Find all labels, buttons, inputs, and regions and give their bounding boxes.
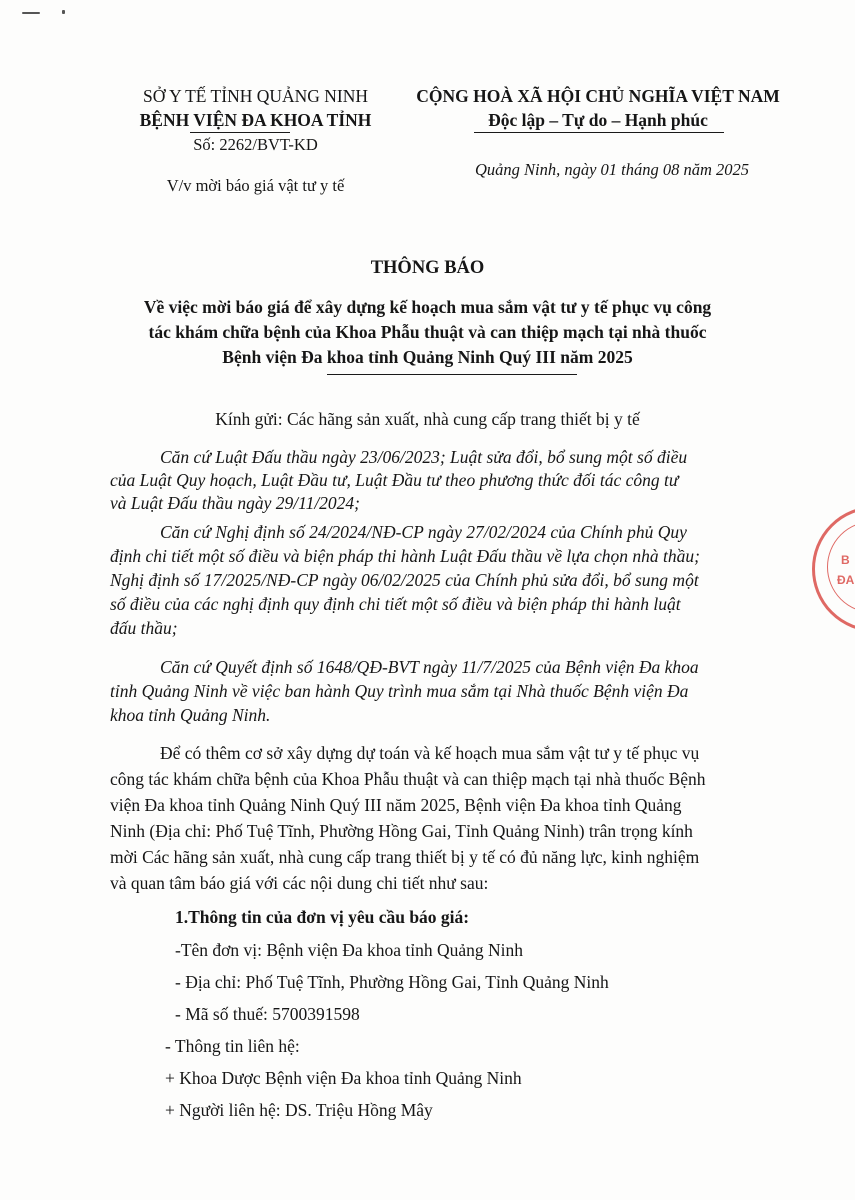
department-name: SỞ Y TẾ TỈNH QUẢNG NINH [142,86,369,106]
stamp-letter: B [841,553,850,567]
section1-heading: 1.Thông tin của đơn vị yêu cầu báo giá: [175,907,470,927]
legal-basis-line: Nghị định số 17/2025/NĐ-CP ngày 06/02/2025 của Chính phủ sửa đổi, bổ sung một [110,570,699,590]
legal-basis-line: số điều của các nghị định quy định chi tiết một số điều và biện pháp thi hành luật [110,594,681,614]
legal-basis-line: tỉnh Quảng Ninh về việc ban hành Quy trình mua sắm tại Nhà thuốc Bệnh viện Đa [110,681,689,701]
notice-subtitle-line: Bệnh viện Đa khoa tỉnh Quảng Ninh Quý III năm 2025 [222,347,633,367]
place-date: Quảng Ninh, ngày 01 tháng 08 năm 2025 [474,160,750,179]
document-subject: V/v mời báo giá vật tư y tế [166,176,345,195]
intro-line: và quan tâm báo giá với các nội dung chi tiết như sau: [110,873,489,893]
national-motto: Độc lập – Tự do – Hạnh phúc [488,110,708,130]
intro-line: Để có thêm cơ sở xây dựng dự toán và kế hoạch mua sắm vật tư y tế phục vụ [160,743,700,763]
document-number: Số: 2262/BVT-KD [193,135,318,154]
intro-line: viện Đa khoa tỉnh Quảng Ninh Quý III năm 2025, Bệnh viện Đa khoa tỉnh Quảng [110,795,682,815]
legal-basis-line: đấu thầu; [110,618,178,638]
legal-basis-line: định chi tiết một số điều và biện pháp thi hành Luật Đấu thầu về lựa chọn nhà thầu; [110,546,700,566]
section1-item: - Mã số thuế: 5700391598 [175,1004,360,1024]
scan-mark [22,12,40,14]
title-underline [327,374,577,375]
legal-basis-line: Căn cứ Luật Đấu thầu ngày 23/06/2023; Luật sửa đổi, bổ sung một số điều [160,447,688,467]
notice-title: THÔNG BÁO [370,258,485,278]
section1-item: -Tên đơn vị: Bệnh viện Đa khoa tỉnh Quảng Ninh [175,940,524,960]
notice-subtitle-line: tác khám chữa bệnh của Khoa Phẫu thuật và can thiệp mạch tại nhà thuốc [148,322,707,342]
legal-basis-line: Căn cứ Nghị định số 24/2024/NĐ-CP ngày 27/02/2024 của Chính phủ Quy [160,522,687,542]
hospital-underline [190,132,290,133]
stamp-letter: ĐA [837,573,855,587]
legal-basis-line: khoa tỉnh Quảng Ninh. [110,705,271,725]
greeting: Kính gửi: Các hãng sản xuất, nhà cung cấp trang thiết bị y tế [215,409,640,429]
legal-basis-line: của Luật Quy hoạch, Luật Đầu tư, Luật Đầu tư theo phương thức đối tác công tư [110,470,679,490]
stamp-inner-ring [827,521,855,613]
scan-mark [62,10,65,14]
republic-title: CỘNG HOÀ XÃ HỘI CHỦ NGHĨA VIỆT NAM [416,86,780,106]
section1-item: - Địa chỉ: Phố Tuệ Tĩnh, Phường Hồng Gai, Tỉnh Quảng Ninh [175,972,609,992]
section1-item: + Khoa Dược Bệnh viện Đa khoa tỉnh Quảng Ninh [165,1068,522,1088]
legal-basis-line: Căn cứ Quyết định số 1648/QĐ-BVT ngày 11/7/2025 của Bệnh viện Đa khoa [160,657,699,677]
intro-line: công tác khám chữa bệnh của Khoa Phẫu thuật và can thiệp mạch tại nhà thuốc Bệnh [110,769,706,789]
section1-item: + Người liên hệ: DS. Triệu Hồng Mây [165,1100,433,1120]
motto-underline [474,132,724,133]
hospital-name: BỆNH VIỆN ĐA KHOA TỈNH [139,110,372,130]
intro-line: mời Các hãng sản xuất, nhà cung cấp trang thiết bị y tế có đủ năng lực, kinh nghiệm [110,847,700,867]
notice-subtitle-line: Về việc mời báo giá để xây dựng kế hoạch mua sắm vật tư y tế phục vụ công [143,297,712,317]
intro-line: Ninh (Địa chỉ: Phố Tuệ Tĩnh, Phường Hồng Gai, Tỉnh Quảng Ninh) trân trọng kính [110,821,693,841]
section1-item: - Thông tin liên hệ: [165,1036,300,1056]
legal-basis-line: và Luật Đấu thầu ngày 29/11/2024; [110,493,361,513]
